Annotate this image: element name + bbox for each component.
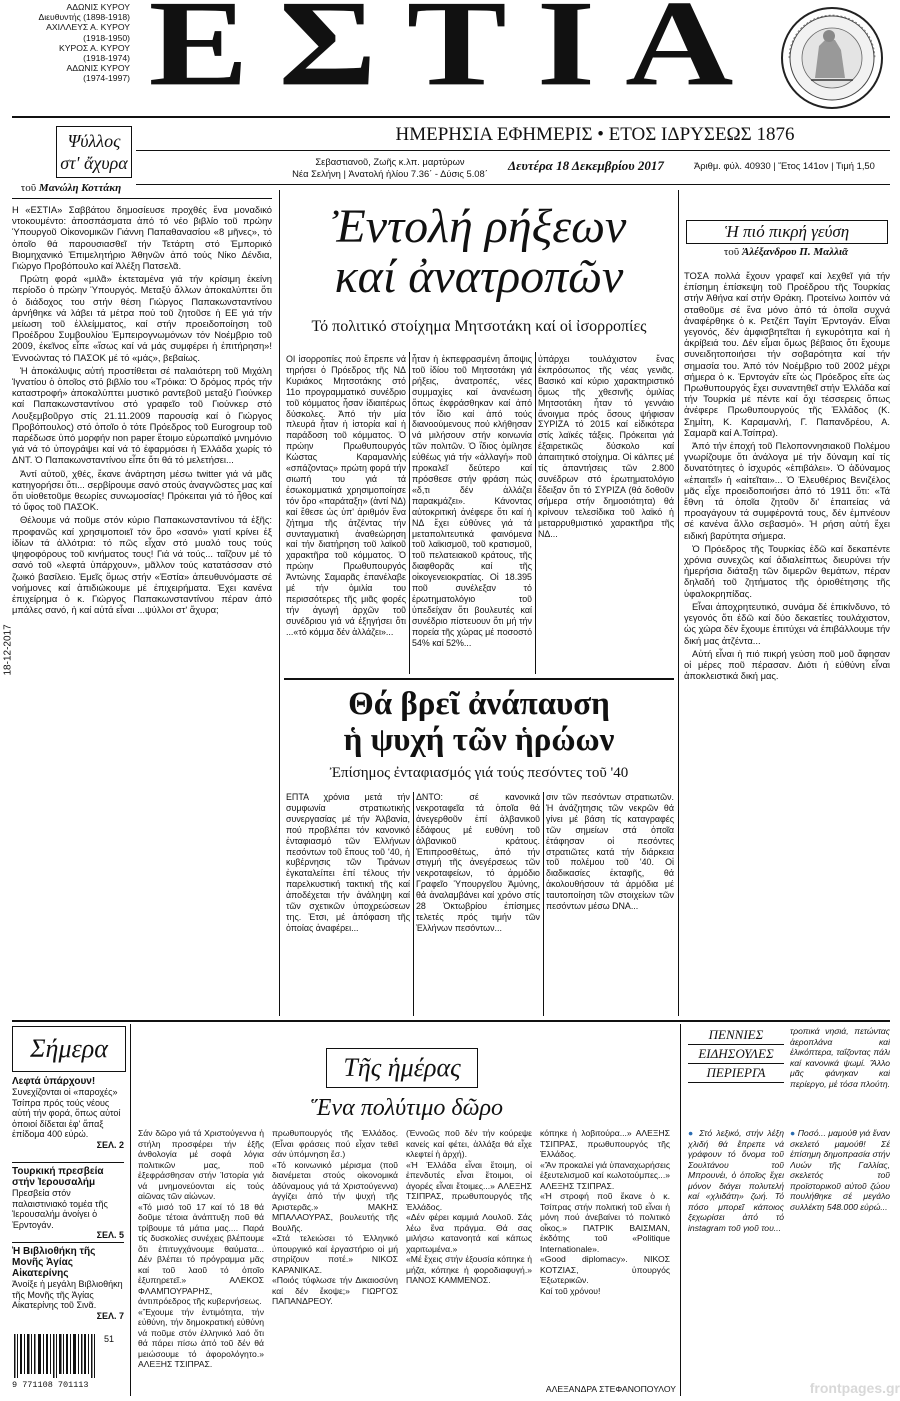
left-paragraph: Πρώτη φορά «μιλᾶ» ἐκτεταμένα γιά τήν κρίσιμη ἐκείνη περίοδο ὁ πρώην Ὑπουργός. Μεταξύ ἄλλων ἀποκαλύπτει ὅτι ὁ διάδοχος του στήν θέση Γιώργος Παπακωνσταντίνου ἀρνήθηκε νά λάβει τά μέτρα πού τοῦ ζητοῦσε ἡ ΕΕ γιά τήν μείωση τοῦ ἐλλείμματος, καί στήν προειδοποίηση τοῦ Προέδρου Συμβουλίου Ἐμπειρογνωμόνων τόν Νοέμβριο τοῦ 2009, ἐκεῖνος εἶπε «ἴσως καί νά μάς συμφέρει ἡ ἐπιτήρηση»! Ἐννοώντας τό ΠΑΣΟΚ μέ τό «μάς», βεβαίως. <box>12 273 272 363</box>
tis-imeras-col-4: κόπηκε ἡ λοβιτούρα...» ΑΛΕΞΗΣ ΤΣΙΠΡΑΣ, πρωθυπουργός τῆς Ἑλλάδος. «Ἄν προκαλεί γιά ὑπαναχωρήσεις ἐξευτελισμοῦ καί κωλοτούμπες...» ΑΛΕΞΗΣ ΤΣΙΠΡΑΣ. «Ἡ στροφή ποῦ ἔκανε ὁ κ. Τσίπρας στήν πολιτική τοῦ εἶναι ἡ μόνη πού ἀνεβαίνει τό πολιτικό οἶκος.» ΠΑΤΡΙΚ ΒΑΙΣΜΑΝ, ἐκδότης τοῦ «Politique Internationale». «Good diplomacy». ΝΙΚΟΣ ΚΟΤΖΙΑΣ, ὑπουργός Ἐξωτερικῶν. Καί τοῦ χρόνου! <box>540 1128 670 1296</box>
founder-line: ΑΔΩΝΙΣ ΚΥΡΟΥ <box>66 63 130 74</box>
simera-item <box>12 1076 124 1151</box>
right-column-title: Ἡ πιό πικρή γεύση <box>724 222 850 241</box>
simera-divider <box>130 1024 131 1396</box>
bullet-icon: ● <box>688 1128 696 1138</box>
lead-headline-line2: καί ἀνατροπῶν <box>334 250 624 303</box>
lead-col-rule <box>535 352 536 674</box>
athena-seal-icon <box>775 4 889 112</box>
left-paragraph: Θέλουμε νά ποῦμε στόν κύριο Παπακωνσταντίνου τά ἑξῆς: προφανῶς καί χρησιμοποιεῖ τόν ὅρο «σανό» γιατί κρίνει ἐξ ἰδίων τά ἀλλότρια: τό πῶς εἶχαν στό μυαλό τους τούς ψηφοφόρους τοῦ κινήματος τους! Γιά νά τούς... ταΐζουν μέ τό σανό τοῦ «λεφτά ὑπάρχουν», μᾶλλον τούς κατατάσσαν στό ζωικό βασίλειο. Ἐμεῖς ὅμως στήν «Ἑστία» ἀπευθυνόμαστε σέ νοήμονες καί ἀπιδιώκουμε μέ ἐπιχειρήματα. Ἐχει κανένα ἐπιχείρημα ὁ κ. Γιώργος Παπακωνσταντίνου πέραν ἀπό μπάλες σανό, ἡ καί αὐτά εἶναι ...ψύλλοι στ' ἄχυρα; <box>12 514 272 616</box>
simera-item-page: ΣΕΛ. 5 <box>96 1230 124 1241</box>
lead-column-2: ἦταν ἡ ἐκπεφρασμένη ἄποψις τοῦ ἰδίου τοῦ Μητσοτάκη γιά ρήξεις, ἀνατροπές, νέες συμμαχίες καί ἀνανέωση ὅπως ἐκφράσθηκαν καί ἀπό τόν ἴδιο καί ἀπό τούς διανοούμενους πού κλήθησαν νά μιλήσουν στήν κοινωνία τῶν πολιτῶν. Ὁ ἴδιος ὁμίλησε εὐθέως γιά τήν «ἀλλαγή» ποῦ προκαλεῖ δεύτερο καί πρόσθεσε στήν φράση πώς «δ,τι δέν ἀλλάζει παρακμάζει». Κάνοντας αὐτοκριτική ἀνέφερε ὅτι καί ἡ ΝΔ ἔχει εὐθύνες γιά τά μεταπολιτευτικά φαινόμενα τοῦ λαϊκισμοῦ, τοῦ κρατισμοῦ, τοῦ πελατειακοῦ κράτους, τῆς διαφθορᾶς καί τῆς οἰκογενειοκρατίας. Οἱ 18.395 ποῦ συνέλεξαν τό ἐρωτηματολόγιο τοῦ ὑπεδείχαν ὅτι βουλευτές καί συνέδριο πίστευουν ὅτι μή τήν πορεία τῆς χώρας μέ ποσοστό 54% καί 52%... <box>412 354 532 648</box>
left-byline <box>12 182 130 194</box>
barcode <box>12 1334 124 1396</box>
simera-item-text: Ἀνοίξε ἡ μεγάλη Βιβλιοθήκη τῆς Μονῆς τῆς Ἁγίας Αἰκατερίνης τοῦ Σινᾶ. <box>12 1279 123 1311</box>
side-date: 18-12-2017 <box>2 624 14 676</box>
issue-date: Δευτέρα 18 Δεκεμβρίου 2017 <box>508 158 664 173</box>
date-rule <box>136 184 890 185</box>
center-right-divider <box>678 190 679 1016</box>
simera-item <box>12 1246 124 1321</box>
left-byline-rule <box>12 198 272 199</box>
lead-headline-line1: Ἐντολή ρήξεων <box>331 200 627 253</box>
pennies-title <box>688 1026 784 1083</box>
right-paragraph: Ἀπό τήν ἐποχή τοῦ Πελοποννησιακοῦ Πολέμου γνωρίζουμε ὅτι ἀνάλογα μέ τήν δύναμη καί τίς δυνατότητες ὁ ἰσχυρός «ἐπιβάλει». Ὁ ἀδύναμος «ἐπαιτεῖ» ἡ «αἰτεῖται»... Ὁ Ἐλευθέριος Βενιζέλος μᾶς εἶχε προειδοποιήσει ἀπό τό 1911 ὅτι: «Τά ἔθνη τά ὁποῖα ζητοῦν δι' ἐπαιτείας νά προαγάγουν τά συμφέροντά τους, δέν ἐμπνέουν σέ κανένα ἄλλο σεβασμό». Ἡ ρήση αὐτή ἔχει ειδική βαρύτητα σήμερα. <box>684 440 890 541</box>
footer-watermark: frontpages.gr <box>809 1380 900 1396</box>
left-paragraph: Η «ΕΣΤΙΑ» Σαββάτου δημοσίευσε προχθές ἕνα μοναδικό ντοκουμέντο: ἀποσπάσματα ἀπό τό νέο βιβλίο τοῦ πρώην Ὑπουργοῦ Οἰκονομικῶν Γιάννη Παπαθανασίου «8 μῆνες», τό ὁποῖο θά παρουσιασθεῖ τήν Τετάρτη στό Ἐμπορικό Βιομηχανικό Ἐπιμελητήριο Ἀθηνῶν ἀπό τούς Νίκο Δένδια, Γιώργο Προβόπουλο καί Ἀλέξη Πατσελᾶ. <box>12 204 272 272</box>
right-column-body <box>684 270 890 1016</box>
second-headline <box>284 686 674 758</box>
pennies-item-2 <box>790 1128 890 1396</box>
masthead-rule <box>12 116 890 118</box>
founder-line: ΑΧΙΛΛΕΥΣ Α. ΚΥΡΟΥ <box>46 22 130 33</box>
pennies-title-line: ΠΕΡΙΕΡΓΑ <box>688 1064 784 1083</box>
left-paragraph: Ἀντί αὐτοῦ, χθές, ἔκανε ἀνάρτηση μέσω twitter γιά νά μᾶς κατηγορήσει ὅτι... σερβίρουμε σανό στούς ἀναγνῶστες μας καί ὅτι υἱοθετοῦμε θεωρίες συνωμοσίας! Πρόκειται γιά τό ἦθος καί τό ὕφος τοῦ ΠΑΣΟΚ. <box>12 467 272 513</box>
lead-subheadline: Τό πολιτικό στοίχημα Μητσοτάκη καί οἱ ἰσορροπίες <box>311 318 647 335</box>
barcode-number: 9 771108 701113 <box>12 1380 89 1390</box>
barcode-icon <box>12 1334 108 1384</box>
byline-prefix: τοῦ <box>723 246 742 258</box>
second-col-rule <box>543 792 544 1016</box>
subtitle-rule <box>136 150 890 151</box>
second-col-rule <box>413 792 414 1016</box>
tis-imeras-title: Τῆς ἡμέρας <box>343 1053 461 1082</box>
simera-item-head: Τουρκική πρεσβεία στήν Ἰερουσαλήμ <box>12 1166 104 1188</box>
founder-line: (1918-1974) <box>83 53 130 64</box>
masthead-title: ΕΣΤΙΑ <box>148 0 764 112</box>
simera-item-page: ΣΕΛ. 2 <box>96 1139 124 1150</box>
tis-imeras-col-3: (Ἐννοῶς ποῦ δέν τήν κούρεψε κανείς καί φέτει, ἀλλάξα θά εἶχε κλεφτεί ἡ ἀρχή). «Ἡ Ἑλλάδα εἶναι ἕτοιμη, οἱ ἐπενδυτές εἶναι ἕτοιμοι, οἱ ἀγορές εἶναι ἕτοιμες...» ΑΛΕΞΗΣ ΤΣΙΠΡΑΣ, πρωθυπουργός τῆς Ἑλλάδος. «Δέν φέρει καμμιά Λουλοῦ. Σάς λέω ἕνα πράγμα. Θά σας μιλήσω κατανοητά καί κάπως χαριτωμένα.» «Μέ ἔχεις στήν ἐξουσία κόπηκε ἡ μήζα, κόπηκε ἡ φοροδιαφυγή.» ΠΑΝΟΣ ΚΑΜΜΕΝΟΣ. <box>406 1128 532 1285</box>
second-subheadline: Ἐπίσημος ἐνταφιασμός γιά τούς πεσόντες τοῦ '40 <box>329 765 629 781</box>
bottom-section-rule <box>12 1020 890 1022</box>
tis-imeras-title-box <box>326 1048 478 1088</box>
left-paragraph: Ἡ ἀποκάλυψις αὐτή προστίθεται σέ παλαιότερη τοῦ Μιχάλη Ἰγνατίου ὁ ὁποῖος στό βιβλίο του «Τρόικα: Ὁ δρόμος πρός τήν καταστροφή» ἀποκαλύπτει μυστικό ραντεβοῦ μεταξύ Γιούνκερ καί Παπακωνσταντίνου στό γραφεῖο τοῦ Γιούνκερ στό Λουξεμβοῦργο στίς 21.11.2009 παρουσίᾳ καί ὁ Γιώργος Προβόπουλος) στό ὁποῖο ὁ τότε Πρόεδρος τοῦ Eurogroup τοῦ παρέδωσε ὑπό μορφήν non paper ἕτοιμο εὐρωπαϊκό μνημόνιο γιά νά τό ὑπογράψει καί νά τό ἐφαρμόσει ἡ Ἑλλάδα χωρίς τό ΔΝΤ. Ὁ Παπακωνσταντίνου εἶπε ὅτι θά τό μελετήσει... <box>12 364 272 466</box>
pennies-title-line: ΕΙΔΗΣΟΥΛΕΣ <box>688 1045 784 1064</box>
founder-line: ΑΔΩΝΙΣ ΚΥΡΟΥ <box>66 2 130 12</box>
left-column-body <box>12 204 272 1018</box>
left-author: Μανώλη Κοττάκη <box>38 182 122 194</box>
tis-imeras-divider <box>680 1024 681 1396</box>
pennies-intro: τροπικά νησιά, πετώντας ἀεροπλάνα καί ἐλικόπτερα, ταΐζοντας πάλι καί κανονικά ψωμί. Ἄλλο μᾶς φάνηκαν καί περίεργο, μέ τόσα πλούτη. <box>790 1026 890 1089</box>
lead-col-rule <box>409 352 410 674</box>
byline-prefix: τοῦ <box>20 182 39 194</box>
simera-title-box <box>12 1026 126 1072</box>
tis-imeras-col-1: Σάν δῶρο γιά τά Χριστούγεννα ἡ στήλη προσφέρει τήν ἐξῆς ἀνθολογία μέ σοφά λόγια πολιτικῶν μας, ποῦ ἐξεφράσθησαν στήν Ἱστορία γιά νά μνημονεύονται εἰς τούς αἰῶνας τῶν αἰώνων. «Τό μισό τοῦ 17 καί τό 18 θά δοῦμε τέτοια ἀνάπτυξη ποῦ θά τρίβουμε τά μάτια μας.... Παρά τίς δυσκολίες συνέχεις βλέπουμε ὅτι ἐπιτυγχάνουμε θαύματα... Δέν βλέπει τό πρόγραμμα μᾶς καί τοῦ λαοῦ τό ὁποῖο ἐξυπηρετεῖ.» ΑΛΕΚΟΣ ΦΛΑΜΠΟΥΡΑΡΗΣ, ἀντιπρόεδρος τῆς κυβερνήσεως. «Ἔχουμε τήν ἐντιμότητα, τήν εὐθύνη, τήν δημοκρατική εὐθύνη νά ποῦμε στόν ἑλληνικό λαό ὅτι θά πάρει πίσω ἀπό τοῦ δέν θά μειώσουμε τό ἀφορολόγητο.» ΑΛΕΞΗΣ ΤΣΙΠΡΑΣ. <box>138 1128 264 1369</box>
moon-line: Νέα Σελήνη | Ἀνατολή ἡλίου 7.36΄ - Δύσις 5.08΄ <box>292 168 488 179</box>
founder-line: (1974-1997) <box>83 73 130 84</box>
pennies-title-line: ΠΕΝΝΙΕΣ <box>688 1026 784 1045</box>
lead-bottom-rule <box>284 678 674 680</box>
second-column-1: ΕΠΤΑ χρόνια μετά τήν συμφωνία στρατιωτικής συνεργασίας μέ τήν Ἀλβανία, πού προβλέπει τόν κανονικό ἐνταφιασμό τῶν Ἑλλήνων πεσόντων τοῦ ἔπους τοῦ '40, ἡ κυβέρνησις τῶν Τιράνων ἐγκαταλείπει ἐπί τέλους τήν παρελκυστική τακτική τῆς καί ἀποδέχεται τήν ἀνάληψη καί τῶν σχετικῶν ὑποχρεώσεων της. Ἐτσι, μέ ἀπόφαση τῆς ὁποίας ἀναφέρει... <box>286 792 410 933</box>
pennies-item-text: Στό λεξικό, στήν λέξη χλιδή θά ἔπρεπε νά γράφουν τό ὄνομα τοῦ Σουλτάνου τοῦ Μπρουνέι, ὁ ὁποῖος ἔχει μόνον διάγει πολυτελή καί «χλιδάτη» ζωή. Τό πόσο μπορεῖ κάποιος ξεχωρίσει ἀπό τό instagram τοῦ γιοῦ του... <box>688 1128 784 1233</box>
simera-item-head: Ἡ Βιβλιοθήκη τῆς Μονῆς Ἁγίας Αἰκατερίνης <box>12 1246 96 1279</box>
issue-number: Ἀριθμ. φύλ. 40930 | Ἔτος 141ον | Τιμή 1,50 <box>694 160 875 171</box>
right-byline <box>686 246 886 258</box>
simera-rule <box>12 1162 124 1163</box>
saints-line: Σεβαστιανοῦ, Ζωῆς κ.λπ. μαρτύρων <box>315 156 465 167</box>
simera-item-text: Πρεσβεία στόν παλαιστινιακό τομέα τῆς Ἰερουσαλήμ ἀνοίγει ὁ Ἐρντογάν. <box>12 1188 108 1230</box>
founder-line: (1918-1950) <box>83 32 130 43</box>
right-paragraph: Εἶναι ἀποχρητευτικό, συνάμα δέ ἐπικίνδυνο, τό γεγονός ὅτι ἐδῶ καί δύο δεκαετίες τουλάχιστον, ὡς χώρα δέν ἔχουμε ἐπιτύχει νά ἐπιβάλλουμε τήν δική μας ἀτζέντα... <box>684 600 890 646</box>
simera-item <box>12 1166 124 1241</box>
left-column-title: Ψύλλος στ' ἄχυρα <box>60 131 128 173</box>
left-center-divider <box>279 190 280 1016</box>
bullet-icon: ● <box>790 1128 796 1138</box>
second-column-2: ΔΝΤΟ: σέ κανονικά νεκροταφεῖα τά ὁποῖα θά ἀνεγερθοῦν ἐπί ἀλβανικοῦ ἐδάφους μέ ευθύνη τοῦ ἀλβανικοῦ κράτους. Ἐπιπροσθέτως, ἀπό τήν στιγμή τῆς ἀνεγέρσεως τῶν νεκροταφείων, τό ἀρμόδιο Γραφεῖο Ὑπουργεῖου Ἀμύνης, θά ἀναλαμβάνει καί χρόνο στίς 28 Ὀκτωβρίου ἐπίσημες τελετές πρός τιμήν τῶν Ἑλλήνων πεσόντων... <box>416 792 540 933</box>
simera-item-text: Συνεχίζονται οἱ «παροχές» Τσίπρα πρός τούς νέους αὐτή τήν φορά, ὅπως αὐτοί ὁποιοί δίδεται ἐφ' ἅπαξ ἐπίδομα 400 εὐρώ. <box>12 1087 121 1140</box>
simera-item-head: Λεφτά ὑπάρχουν! <box>12 1076 96 1087</box>
second-headline-line1: Θά βρεῖ ἀνάπαυση <box>348 686 610 722</box>
pennies-item-1 <box>688 1128 784 1396</box>
barcode-issue: 51 <box>104 1334 115 1344</box>
tis-imeras-subtitle: Ἕνα πολύτιμο δῶρο <box>310 1095 504 1121</box>
lead-column-1: ΟΙ ἰσορροπίες πού ἔπρεπε νά τηρήσει ὁ Πρόεδρος τῆς ΝΔ Κυριάκος Μητσοτάκης στό 11ο προγραμματικό συνέδριο τοῦ κόμματος ἦσαν ἰδιαιτέρως δύσκολες. Ἀπό τήν μία πλευρά ἦταν ἡ ἱστορία καί ἡ παράδοση τοῦ κόμματος. Ὁ πρώην Πρωθυπουργός Κώστας Καραμανλής «σπάζοντας» πρώτη φορά τήν σιωπή του γιά τά ἐσωκομματικά χρησιμοποίησε τόν ὅρο «παράταξη» (ἀντί ΝΔ) καί ἔθεσε ὡς ὑπ' ἀριθμόν ἕνα ζήτημα τῆς ἀτζέντας τήν συνταγματική ἀναθεώρηση καί τήν διατήρηση τοῦ λαϊκοῦ χαρακτῆρα τοῦ κόμματος. Ὁ πρώην Πρωθυπουργός Ἀντώνης Σαμαρᾶς ἐπανέλαβε μέ τήν ὁμιλία του περισσότερες τῆς μιᾶς φορές τήν ἀγωγή ἀρχῶν τοῦ συνέδριου γιά νά ἐξηγήσει ὅτι ...«τό κόμμα δέν ἀλλάζει»... <box>286 354 406 637</box>
pennies-item-text: Ποσό... μαμούθ γιά ἕναν σκελετό μαμούθ! Σέ ἐπίσημη δημοπρασία στήν Λυών τῆς Γαλλίας, σκελετός τοῦ προϊστορικοῦ αὐτοῦ ζώου πουλήθηκε σέ μεγάλο συλλέκτη 548.000 εὐρώ... <box>790 1128 890 1212</box>
founder-line: ΚΥΡΟΣ Α. ΚΥΡΟΥ <box>59 42 130 53</box>
right-author: Ἀλέξανδρου Π. Μαλλιᾶ <box>741 246 849 258</box>
right-paragraph: Ὁ Πρόεδρος τῆς Τουρκίας ἐδῶ καί δεκαπέντε χρόνια συνεχῶς καί ἀδιαλείπτως διευρύνει τήν ἡμερήσια διάταξη τῶν διμερῶν θεμάτων, πέραν δηλαδή τοῦ ζητήματος τῆς ὀριοθέτησης τῆς ὑφαλοκρηπίδας. <box>684 542 890 599</box>
simera-rule <box>12 1242 124 1243</box>
right-paragraph: ΤΟΣΑ πολλά ἔχουν γραφεῖ καί λεχθεῖ γιά τήν ἐπίσημη ἐπίσκεψη τοῦ Προέδρου τῆς Τουρκίας στήν Ἀθήνα καί στήν Θράκη. Προτείνω λοιπόν νά σταθοῦμε σέ ἕνα μόνο ἀπό τά ὁποῖα συχνά ἀναφέρθηκε ὁ κ. Ρετζέπ Ταγίπ Ἐρντογάν. Εἶναι γεγονός, δέν ἀμφισβητεῖται ἡ εγκυρότητα καί ἡ ἀκρίβειά του. Δέν εἶμαι ὅμως βέβαιος ὅτι ἔχουμε συνειδητοποιήσει τήν σοβαρότητα καί τήν σημασία του. Ἀπό τόν Νοέμβριο τοῦ 2002 μέχρι σήμερα ὁ κ. Ἐρντογάν εἴτε ὡς Πρόεδρος εἴτε ὡς Πρωθυπουργός ἔχει συναντηθεῖ στήν Ἑλλάδα καί τήν Τουρκία μέ πέντε καί ὅχι τέσσερεις ὅπως ἀνέφερε Πρωθυπουργούς τῆς Ἑλλάδος (Κ. Σημίτη, Κ. Καραμανλή, Γ. Παπανδρέου, Α. Σαμαρᾶ καί Α.Τσίπρα). <box>684 270 890 438</box>
tis-imeras-col-2: πρωθυπουργός τῆς Ἑλλάδος. (Εἶναι φράσεις πού εἶχαν τεθεῖ σάν ὑπόμνηση ἔσ.) «Τό κοινωνικό μέρισμα (ποῦ διανέμεται στούς οἰκονομικά ἀδύναμους γιά τά Χριστούγεννα) ἀγγίζει ἀπό τήν ψυχή τῆς Ἀριστερᾶς.» ΜΑΚΗΣ ΜΠΑΛΑΟΥΡΑΣ, βουλευτής τῆς Βουλῆς. «Στά τελειώσει τό Ἑλληνικό ὑπουργικό καί ἐργαστήριο οἱ μή στηρίζουν ποτέ.» ΝΙΚΟΣ ΚΑΡΑΝΙΚΑΣ. «Ποιός τύφλωσε τήν Δικαιοσύνη καί δέν ἔκοψε;» ΓΙΩΡΓΟΣ ΠΑΠΑΝΔΡΕΟΥ. <box>272 1128 398 1306</box>
lead-headline <box>284 202 674 302</box>
tis-imeras-signature: ΑΛΕΞΑΝΔΡΑ ΣΤΕΦΑΝΟΠΟΥΛΟΥ <box>545 1384 676 1394</box>
founders-box <box>12 2 130 84</box>
right-paragraph: Αὐτή εἶναι ἡ πιό πικρή γεύση ποῦ μοῦ ἄφησαν οἱ μέρες ποῦ πέρασαν. Διότι ἡ εὐθύνη εἶναι ἀποκλειστικά δική μας. <box>684 647 890 682</box>
simera-title: Σήμερα <box>30 1034 108 1063</box>
second-column-3: σιν τῶν πεσόντων στρατιωτῶν. Ἡ ἀνάζητησις τῶν νεκρῶν θά γίνει μέ βάση τίς καταγραφές τῶν σημείων στά ὁποῖα ἐτάφησαν οἱ πεσόντες στρατιῶτες κατά τήν διάρκεια τοῦ πολέμου τοῦ '40. Οἱ διαδικασίες ἐκταφῆς, θά ἀκολουθήσουν τά ἀρμόδια μέ ταυτοποίηση τῶν στοιχείων τῶν πεσόντων μέσω DNA... <box>546 792 674 912</box>
masthead-subtitle: ΗΜΕΡΗΣΙΑ ΕΦΗΜΕΡΙΣ • ΕΤΟΣ ΙΔΡΥΣΕΩΣ 1876 <box>395 124 795 145</box>
lead-column-3: ὑπάρχει τουλάχιστον ἕνας ἐκπρόσωπος τῆς νέας γενιᾶς. Βασικό καί κύριο χαρακτηριστικό ὅμως τῆς χθεσινῆς ὁμιλίας Μητσοτάκη ἦταν τό γεννάιο ἄνοιγμα πρός ὅσους ψήφισαν ΣΥΡΙΖΑ τό 2015 καί εἰδικότερα στίς λαϊκές τάξεις. Πρόκειται γιά ἐξαιρετικῶς δύσκολο καί ἀπαιτητικό στοίχημα. Οἱ κάλπες μέ τίς ἀπαντήσεις τῶν 2.800 συνέδρων στό ἐρωτηματολόγιο ἔδειξαν ὅτι τό ΣΥΡΙΖΑ (θά δοθοῦν σήμερα στήν δημοσιότητα) θά κρίνουν τελεσίδικα τοῦ λαϊκό ἡ μεταρρυθμιστικό χαρακτῆρα τῆς ΝΔ... <box>538 354 674 539</box>
second-headline-line2: ἡ ψυχή τῶν ἡρώων <box>343 722 615 758</box>
right-column-title-box <box>686 220 888 244</box>
founder-line: Διευθυντής (1898-1918) <box>38 12 130 23</box>
simera-item-page: ΣΕΛ. 7 <box>96 1310 124 1321</box>
left-column-title-box <box>56 126 132 178</box>
